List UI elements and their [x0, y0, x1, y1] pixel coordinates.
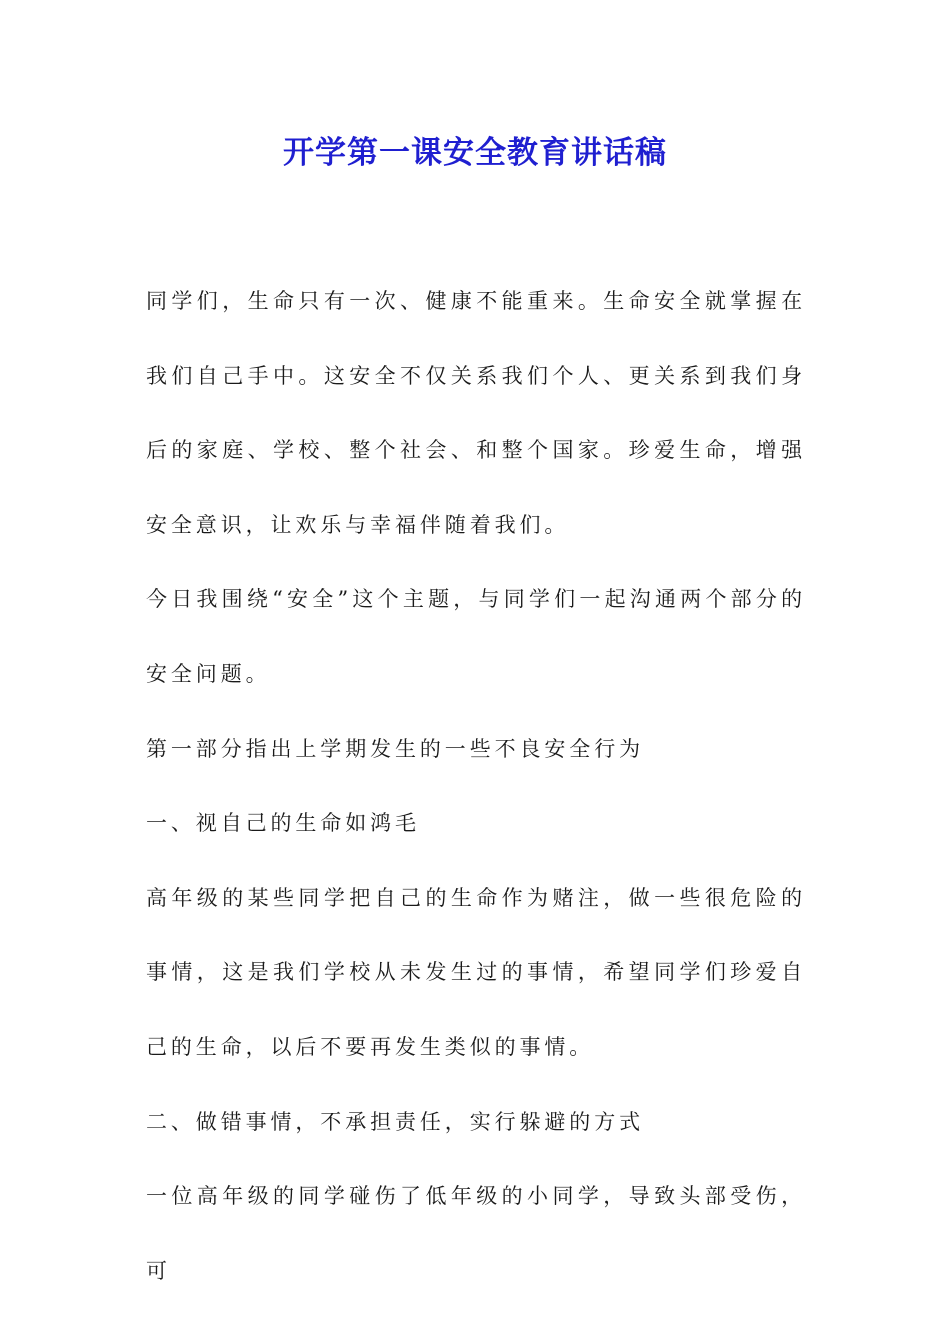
paragraph-topic: 今日我围绕“安全”这个主题，与同学们一起沟通两个部分的安全问题。	[146, 587, 806, 686]
document-title: 开学第一课安全教育讲话稿	[283, 135, 667, 171]
subheading-two: 二、做错事情，不承担责任，实行躲避的方式	[146, 1109, 644, 1134]
section-heading-part-one: 第一部分指出上学期发生的一些不良安全行为	[146, 736, 644, 761]
document-body	[146, 264, 806, 1308]
paragraph-intro: 同学们，生命只有一次、健康不能重来。生命安全就掌握在我们自己手中。这安全不仅关系我们个人、更关系到我们身后的家庭、学校、整个社会、和整个国家。珍爱生命，增强安全意识，让欢乐与幸福伴随着我们。	[146, 289, 806, 537]
subheading-one: 一、视自己的生命如鸿毛	[146, 811, 420, 836]
paragraph-two-detail: 一位高年级的同学碰伤了低年级的小同学，导致头部受伤，可	[146, 1184, 806, 1283]
paragraph-one-detail: 高年级的某些同学把自己的生命作为赌注，做一些很危险的事情，这是我们学校从未发生过的事情，希望同学们珍爱自己的生命，以后不要再发生类似的事情。	[146, 885, 806, 1059]
